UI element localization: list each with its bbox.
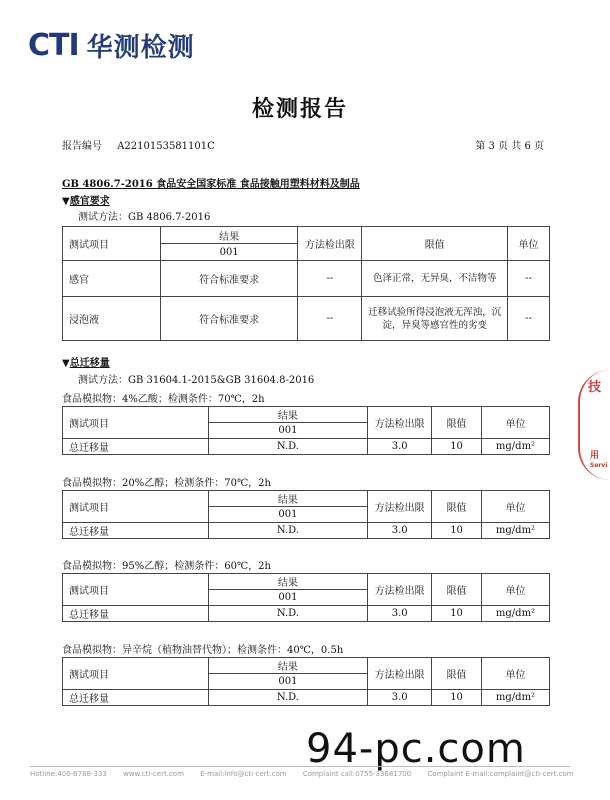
cell-item: 感官 [63,261,161,297]
cell-mdl: 3.0 [368,606,432,622]
cell-result: 符合标准要求 [160,261,298,297]
cell-item: 总迁移量 [63,439,209,455]
header-limit: 限值 [432,658,482,690]
header-limit: 限值 [432,407,482,439]
header-sample-id: 001 [160,244,298,261]
cell-unit: mg/dm² [482,690,550,706]
migration-table [62,490,550,539]
cell-unit: mg/dm² [482,523,550,539]
cell-mdl: 3.0 [368,523,432,539]
header-sample-id: 001 [208,590,368,606]
cell-result: N.D. [208,523,368,539]
header-limit: 限值 [432,491,482,523]
cell-item: 总迁移量 [63,606,209,622]
cell-limit: 迁移试验所得浸泡液无浑浊，沉淀，异臭等感官性的劣变 [362,297,508,341]
simulant-condition: 食品模拟物：异辛烷（植物油替代物）；检测条件：40℃，0.5h [62,645,344,656]
sensory-table [62,226,550,341]
header-unit: 单位 [482,407,550,439]
cell-unit: -- [508,261,550,297]
cell-item: 总迁移量 [63,523,209,539]
cell-limit: 10 [432,523,482,539]
cell-result: N.D. [208,690,368,706]
simulant-condition: 食品模拟物：95%乙醇；检测条件：60℃，2h [62,561,271,572]
header-result: 结果 [208,491,368,507]
section-heading-sensory-text: 感官要求 [69,196,110,207]
page-info: 第 3 页 共 6 页 [475,141,544,152]
section-heading-migration: ▼总迁移量 [62,358,110,369]
report-number-label: 报告编号 [62,141,102,152]
company-logo [28,28,195,62]
table-row [63,297,550,341]
simulant-condition: 食品模拟物：4%乙酸；检测条件：70℃，2h [62,394,265,405]
footer-complaint-call: Complaint call:0755-33681700 [302,770,412,778]
header-mdl: 方法检出限 [298,227,362,261]
watermark-text: 94-pc.com [306,726,526,772]
seal-stamp [578,370,610,480]
header-sample-id: 001 [208,507,368,523]
header-test-item: 测试项目 [63,407,209,439]
report-number-value: A2210153581101C [117,141,215,152]
stamp-char-top: 技 [588,380,602,395]
cell-mdl: 3.0 [368,690,432,706]
cell-limit: 色泽正常，无异臭，不洁物等 [362,261,508,297]
standard-title: GB 4806.7-2016 食品安全国家标准 食品接触用塑料材料及制品 [62,179,360,190]
table-row [63,606,550,622]
header-test-item: 测试项目 [63,658,209,690]
header-result: 结果 [208,407,368,423]
header-test-item: 测试项目 [63,491,209,523]
table-row [63,261,550,297]
header-result: 结果 [160,227,298,244]
header-limit: 限值 [362,227,508,261]
footer-website: www.cti-cert.com [123,770,184,778]
header-unit: 单位 [482,658,550,690]
cell-unit: -- [508,297,550,341]
cell-result: N.D. [208,606,368,622]
cell-limit: 10 [432,606,482,622]
header-result: 结果 [208,574,368,590]
stamp-char-tail: Servi [590,462,608,469]
header-mdl: 方法检出限 [368,574,432,606]
table-row [63,690,550,706]
cell-mdl: -- [298,261,362,297]
page-footer [30,766,574,778]
stamp-char-bottom: 用 [590,451,600,461]
footer-hotline: Hotline:400-6788-333 [30,770,107,778]
logo-cti-text: CTI [28,27,79,63]
section-heading-sensory: ▼感官要求 [62,196,110,207]
header-mdl: 方法检出限 [368,491,432,523]
test-method-migration: 测试方法：GB 31604.1-2015&GB 31604.8-2016 [78,375,315,386]
header-sample-id: 001 [208,674,368,690]
cell-unit: mg/dm² [482,439,550,455]
cell-result: N.D. [208,439,368,455]
migration-table [62,657,550,706]
table-row [63,439,550,455]
footer-email: E-mail:info@cti-cert.com [200,770,287,778]
cell-result: 符合标准要求 [160,297,298,341]
header-unit: 单位 [482,574,550,606]
migration-table [62,573,550,622]
cell-limit: 10 [432,439,482,455]
cell-item: 总迁移量 [63,690,209,706]
cell-limit: 10 [432,690,482,706]
cell-unit: mg/dm² [482,606,550,622]
migration-table [62,406,550,455]
header-unit: 单位 [482,491,550,523]
header-test-item: 测试项目 [63,227,161,261]
header-mdl: 方法检出限 [368,658,432,690]
report-title: 检测报告 [251,96,348,122]
footer-complaint-email: Complaint E-mail:complaint@cti-cert.com [427,770,574,778]
test-method-sensory: 测试方法：GB 4806.7-2016 [78,212,211,223]
header-mdl: 方法检出限 [368,407,432,439]
simulant-condition: 食品模拟物：20%乙醇；检测条件：70℃，2h [62,478,271,489]
cell-mdl: -- [298,297,362,341]
section-heading-migration-text: 总迁移量 [69,358,110,369]
cell-item: 浸泡液 [63,297,161,341]
header-unit: 单位 [508,227,550,261]
report-number [62,137,215,152]
logo-cn-text: 华测检测 [86,32,195,63]
header-test-item: 测试项目 [63,574,209,606]
header-result: 结果 [208,658,368,674]
header-limit: 限值 [432,574,482,606]
cell-mdl: 3.0 [368,439,432,455]
table-row [63,523,550,539]
header-sample-id: 001 [208,423,368,439]
